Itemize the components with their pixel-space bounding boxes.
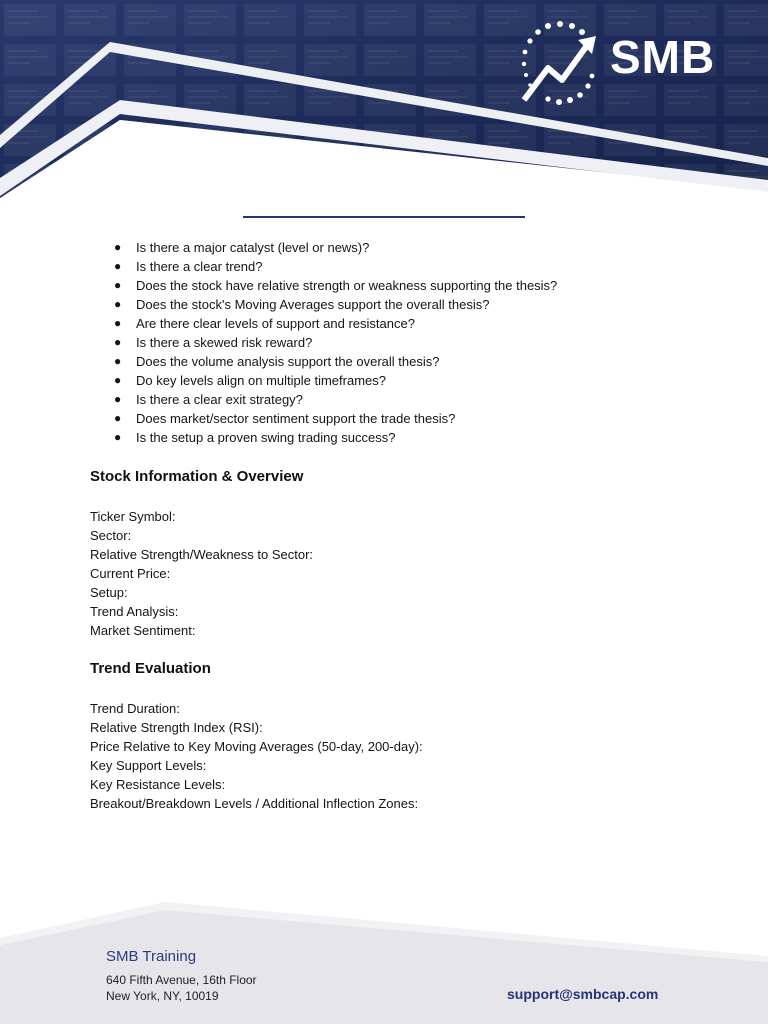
checklist-item: ● Does the stock's Moving Averages support the overall thesis? bbox=[114, 297, 490, 312]
bullet-icon: ● bbox=[114, 411, 122, 425]
checklist bbox=[90, 238, 710, 447]
field-label: Trend Analysis: bbox=[90, 604, 179, 619]
stock-overview-fields bbox=[90, 507, 313, 640]
field-label: Relative Strength/Weakness to Sector: bbox=[90, 547, 314, 562]
footer-company-name: SMB Training bbox=[106, 948, 197, 965]
checklist-item: ● Does the volume analysis support the overall thesis? bbox=[114, 354, 440, 369]
bullet-icon: ● bbox=[114, 240, 122, 254]
field-label: Current Price: bbox=[90, 566, 171, 581]
field-label: Ticker Symbol: bbox=[90, 509, 176, 524]
bullet-icon: ● bbox=[114, 373, 122, 387]
field-label: Setup: bbox=[90, 585, 128, 600]
bullet-icon: ● bbox=[114, 259, 122, 273]
address-line-2: New York, NY, 10019 bbox=[106, 989, 219, 1003]
checklist-item: ● Does the stock have relative strength or weakness supporting the thesis? bbox=[114, 278, 558, 293]
footer-address bbox=[106, 972, 257, 1004]
field-label: Sector: bbox=[90, 528, 132, 543]
bullet-icon: ● bbox=[114, 392, 122, 406]
checklist-item: ● Are there clear levels of support and resistance? bbox=[114, 316, 415, 331]
checklist-container bbox=[90, 238, 710, 447]
bullet-icon: ● bbox=[114, 430, 122, 444]
checklist-item: ● Is there a skewed risk reward? bbox=[114, 335, 313, 350]
field-label: Market Sentiment: bbox=[90, 623, 196, 638]
field-label: Trend Duration: bbox=[90, 701, 180, 716]
address-line-1: 640 Fifth Avenue, 16th Floor bbox=[106, 973, 257, 987]
section-heading-stock-overview: Stock Information & Overview bbox=[90, 468, 304, 485]
field-label: Key Support Levels: bbox=[90, 758, 207, 773]
field-label: Key Resistance Levels: bbox=[90, 777, 226, 792]
bullet-icon: ● bbox=[114, 335, 122, 349]
bullet-icon: ● bbox=[114, 316, 122, 330]
checklist-item: ● Does market/sector sentiment support the trade thesis? bbox=[114, 411, 456, 426]
checklist-item: ● Is there a clear trend? bbox=[114, 259, 263, 274]
checklist-item: ● Is there a major catalyst (level or news)? bbox=[114, 240, 370, 255]
smb-logo bbox=[518, 18, 758, 108]
field-label: Breakout/Breakdown Levels / Additional Inflection Zones: bbox=[90, 796, 419, 811]
bullet-icon: ● bbox=[114, 354, 122, 368]
section-heading-trend-evaluation: Trend Evaluation bbox=[90, 660, 211, 677]
checklist-item: ● Is the setup a proven swing trading success? bbox=[114, 430, 396, 445]
support-email-link[interactable]: support@smbcap.com bbox=[507, 986, 659, 1002]
checklist-item: ● Is there a clear exit strategy? bbox=[114, 392, 303, 407]
trend-evaluation-fields bbox=[90, 699, 423, 813]
title-underline bbox=[243, 216, 525, 218]
logo-chart-icon bbox=[518, 18, 602, 106]
checklist-item: ● Do key levels align on multiple timeframes? bbox=[114, 373, 386, 388]
bullet-icon: ● bbox=[114, 278, 122, 292]
field-label: Relative Strength Index (RSI): bbox=[90, 720, 263, 735]
field-label: Price Relative to Key Moving Averages (50-day, 200-day): bbox=[90, 739, 423, 754]
header-banner bbox=[0, 0, 768, 210]
logo-wordmark: SMB bbox=[610, 31, 716, 83]
bullet-icon: ● bbox=[114, 297, 122, 311]
